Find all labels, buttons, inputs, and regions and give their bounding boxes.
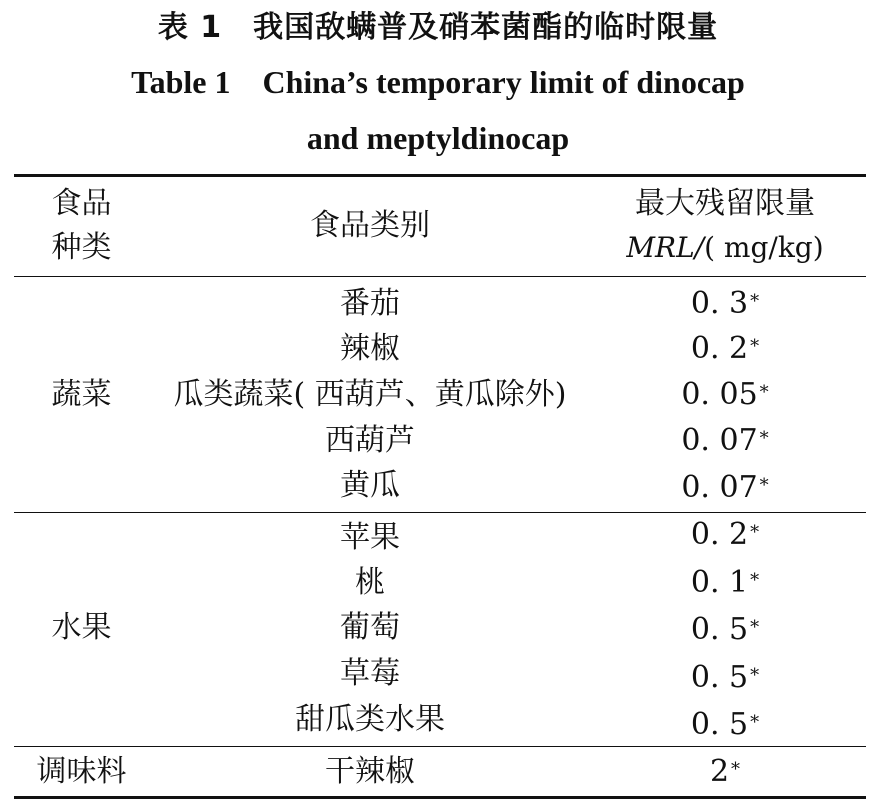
row-category: 甜瓜类水果 — [295, 702, 445, 737]
row-value-mark: * — [759, 428, 769, 449]
row-value-mark: * — [731, 759, 741, 780]
group-kind-condiments: 调味料 — [36, 754, 127, 789]
row-category: 黄瓜 — [340, 468, 400, 503]
header-unit-mgkg: ( mg/kg) — [704, 231, 824, 264]
table-title-en-line1: Table 1 China’s temporary limit of dinocap — [131, 64, 745, 100]
header-mrl: 最大残留限量 — [635, 186, 815, 221]
row-category: 番茄 — [340, 286, 400, 321]
row-value — [600, 703, 850, 747]
group-rule — [14, 746, 866, 747]
row-value-number: 0. 3 — [690, 286, 749, 321]
row-value — [600, 327, 850, 371]
table-title-en-line2: and meptyldinocap — [306, 120, 570, 156]
header-unit — [600, 226, 850, 270]
row-value — [600, 750, 850, 794]
row-value-mark: * — [750, 336, 760, 357]
row-value-mark: * — [750, 570, 760, 591]
row-value — [600, 608, 850, 652]
table-title-cn: 表 1 我国敌螨普及硝苯菌酯的临时限量 — [157, 10, 719, 45]
row-value-number: 0. 1 — [690, 565, 749, 600]
row-value-number: 0. 07 — [681, 423, 758, 458]
row-value-mark: * — [750, 712, 760, 733]
header-rule — [14, 276, 866, 277]
row-value — [600, 419, 850, 463]
row-value-number: 0. 5 — [690, 660, 749, 695]
row-value — [600, 656, 850, 700]
row-category: 苹果 — [340, 520, 400, 555]
row-value-number: 0. 05 — [681, 377, 758, 412]
row-value — [600, 373, 850, 417]
row-value-number: 0. 2 — [690, 331, 749, 366]
row-value-mark: * — [759, 475, 769, 496]
top-rule — [14, 174, 866, 177]
row-value — [600, 282, 850, 326]
row-category: 桃 — [355, 565, 385, 600]
row-value-mark: * — [750, 522, 760, 543]
row-value-number: 0. 5 — [690, 707, 749, 742]
row-category: 西葫芦 — [325, 423, 415, 458]
header-food-kind-line2: 种类 — [51, 230, 112, 265]
row-value-mark: * — [759, 382, 769, 403]
header-food-kind-line1: 食品 — [51, 186, 112, 221]
row-category: 草莓 — [340, 656, 400, 691]
header-unit-mrl: MRL/ — [626, 231, 705, 264]
row-value-mark: * — [750, 291, 760, 312]
bottom-rule — [14, 796, 866, 799]
row-value-number: 0. 2 — [690, 517, 749, 552]
row-value — [600, 513, 850, 557]
group-kind-fruits: 水果 — [51, 610, 112, 645]
header-food-kind — [14, 182, 149, 270]
row-category: 干辣椒 — [325, 754, 415, 789]
row-value — [600, 561, 850, 605]
row-category: 瓜类蔬菜( 西葫芦、黄瓜除外) — [173, 377, 567, 412]
row-value — [600, 466, 850, 510]
row-value-mark: * — [750, 665, 760, 686]
row-category: 葡萄 — [340, 610, 400, 645]
group-kind-vegetables: 蔬菜 — [51, 377, 112, 412]
row-category: 辣椒 — [340, 331, 400, 366]
row-value-mark: * — [750, 617, 760, 638]
row-value-number: 0. 5 — [690, 612, 749, 647]
header-food-category: 食品类别 — [310, 208, 430, 243]
row-value-number: 2 — [709, 754, 730, 789]
row-value-number: 0. 07 — [681, 470, 758, 505]
